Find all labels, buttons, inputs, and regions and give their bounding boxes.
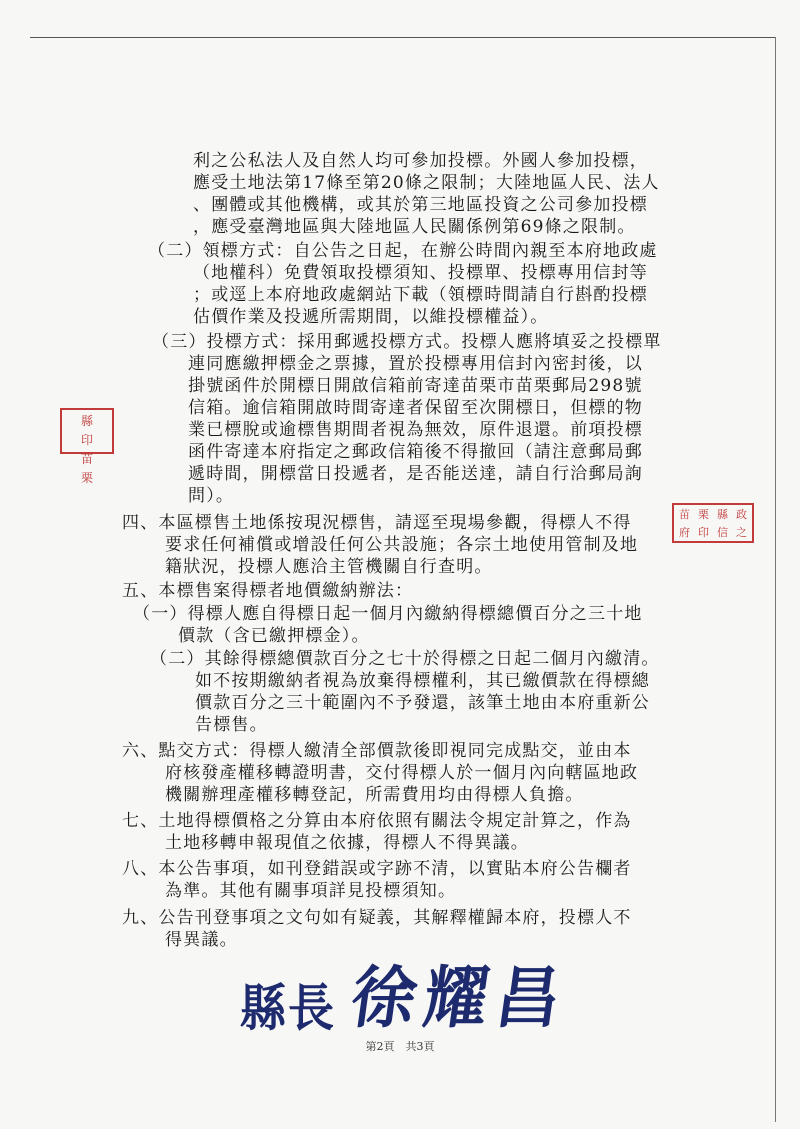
seal-char: 府 — [679, 526, 690, 539]
document-line: 四、本區標售土地係按現況標售，請逕至現場參觀，得標人不得 — [122, 513, 632, 533]
seal-char: 之 — [736, 526, 747, 539]
document-line: 得異議。 — [165, 930, 238, 950]
seal-char: 栗 — [698, 508, 709, 521]
document-line: 應受土地法第17條至第20條之限制；大陸地區人民、法人 — [193, 173, 660, 193]
document-line: 八、本公告事項，如刊登錯誤或字跡不清，以實貼本府公告欄者 — [122, 859, 632, 879]
document-line: 告標售。 — [195, 715, 268, 735]
document-line: 土地移轉申報現值之依據，得標人不得異議。 — [165, 833, 529, 853]
document-line: 、團體或其他機構，或其於第三地區投資之公司參加投標 — [193, 195, 648, 215]
document-line: 價款百分之三十範圍內不予發還，該筆土地由本府重新公 — [195, 693, 650, 713]
document-line: ，應受臺灣地區與大陸地區人民關係例第69條之限制。 — [193, 217, 636, 237]
seal-char: 苗 — [679, 508, 690, 521]
document-line: 函件寄達本府指定之郵政信箱後不得撤回（請注意郵局郵 — [188, 442, 643, 462]
document-line: 九、公告刊登事項之文句如有疑義，其解釋權歸本府，投標人不 — [122, 908, 632, 928]
signature-name: 徐耀昌 — [346, 959, 574, 1038]
document-line: 機關辦理產權移轉登記，所需費用均由得標人負擔。 — [165, 785, 584, 805]
document-line: （一）得標人應自得標日起一個月內繳納得標總價百分之三十地 — [133, 604, 643, 624]
official-seal-right — [672, 503, 754, 543]
right-border-line — [775, 37, 776, 1122]
document-line: （二）領標方式：自公告之日起，在辦公時間內親至本府地政處 — [148, 241, 658, 261]
seal-char: 縣 — [717, 508, 728, 521]
seal-char: 苗 — [80, 452, 93, 466]
document-line: 估價作業及投遞所需期間，以維投標權益）。 — [193, 307, 549, 327]
signature-title: 縣長 — [240, 978, 336, 1038]
seal-char: 栗 — [80, 471, 93, 485]
document-line: 六、點交方式：得標人繳清全部價款後即視同完成點交，並由本 — [122, 741, 632, 761]
document-line: 信箱。逾信箱開啟時間寄達者保留至次開標日，但標的物 — [188, 398, 643, 418]
document-line: 為準。其他有關事項詳見投標須知。 — [165, 881, 457, 901]
document-line: 七、土地得標價格之分算由本府依照有關法令規定計算之，作為 — [122, 811, 632, 831]
document-line: 價款（含已繳押標金）。 — [178, 626, 370, 646]
document-line: 五、本標售案得標者地價繳納辦法： — [122, 581, 414, 601]
top-border-line — [30, 37, 775, 38]
seal-char: 縣 — [80, 414, 93, 428]
document-line: 要求任何補償或增設任何公共設施；各宗土地使用管制及地 — [165, 535, 639, 555]
document-line: 業已標脫或逾標售期間者視為無效，原件退還。前項投標 — [188, 420, 643, 440]
document-line: 遞時間，開標當日投遞者，是否能送達，請自行洽郵局詢 — [188, 464, 643, 484]
document-line: 如不按期繳納者視為放棄得標權利，其已繳價款在得標總 — [195, 671, 650, 691]
official-seal-left — [60, 408, 114, 485]
document-line: 掛號函件於開標日開啟信箱前寄達苗栗市苗栗郵局298號 — [188, 376, 643, 396]
page-number: 第2頁 共3頁 — [365, 1040, 435, 1053]
seal-char: 政 — [736, 508, 747, 521]
document-line: （二）其餘得標總價款百分之七十於得標之日起二個月內繳清。 — [150, 649, 660, 669]
document-line: 問）。 — [188, 486, 235, 506]
document-line: （三）投標方式：採用郵遞投標方式。投標人應將填妥之投標單 — [152, 332, 662, 352]
document-line: ；或逕上本府地政處網站下載（領標時間請自行斟酌投標 — [193, 285, 648, 305]
magistrate-signature — [240, 958, 600, 1038]
document-line: 連同應繳押標金之票據，置於投標專用信封內密封後，以 — [188, 354, 643, 374]
seal-char: 信 — [717, 526, 728, 539]
document-line: 府核發產權移轉證明書，交付得標人於一個月內向轄區地政 — [165, 763, 639, 783]
document-line: 利之公私法人及自然人均可參加投標。外國人參加投標， — [193, 151, 648, 171]
document-line: 籍狀況，投標人應洽主管機關自行查明。 — [165, 557, 493, 577]
document-line: （地權科）免費領取投標須知、投標單、投標專用信封等 — [193, 263, 648, 283]
seal-char: 印 — [80, 433, 93, 447]
seal-char: 印 — [698, 526, 709, 539]
